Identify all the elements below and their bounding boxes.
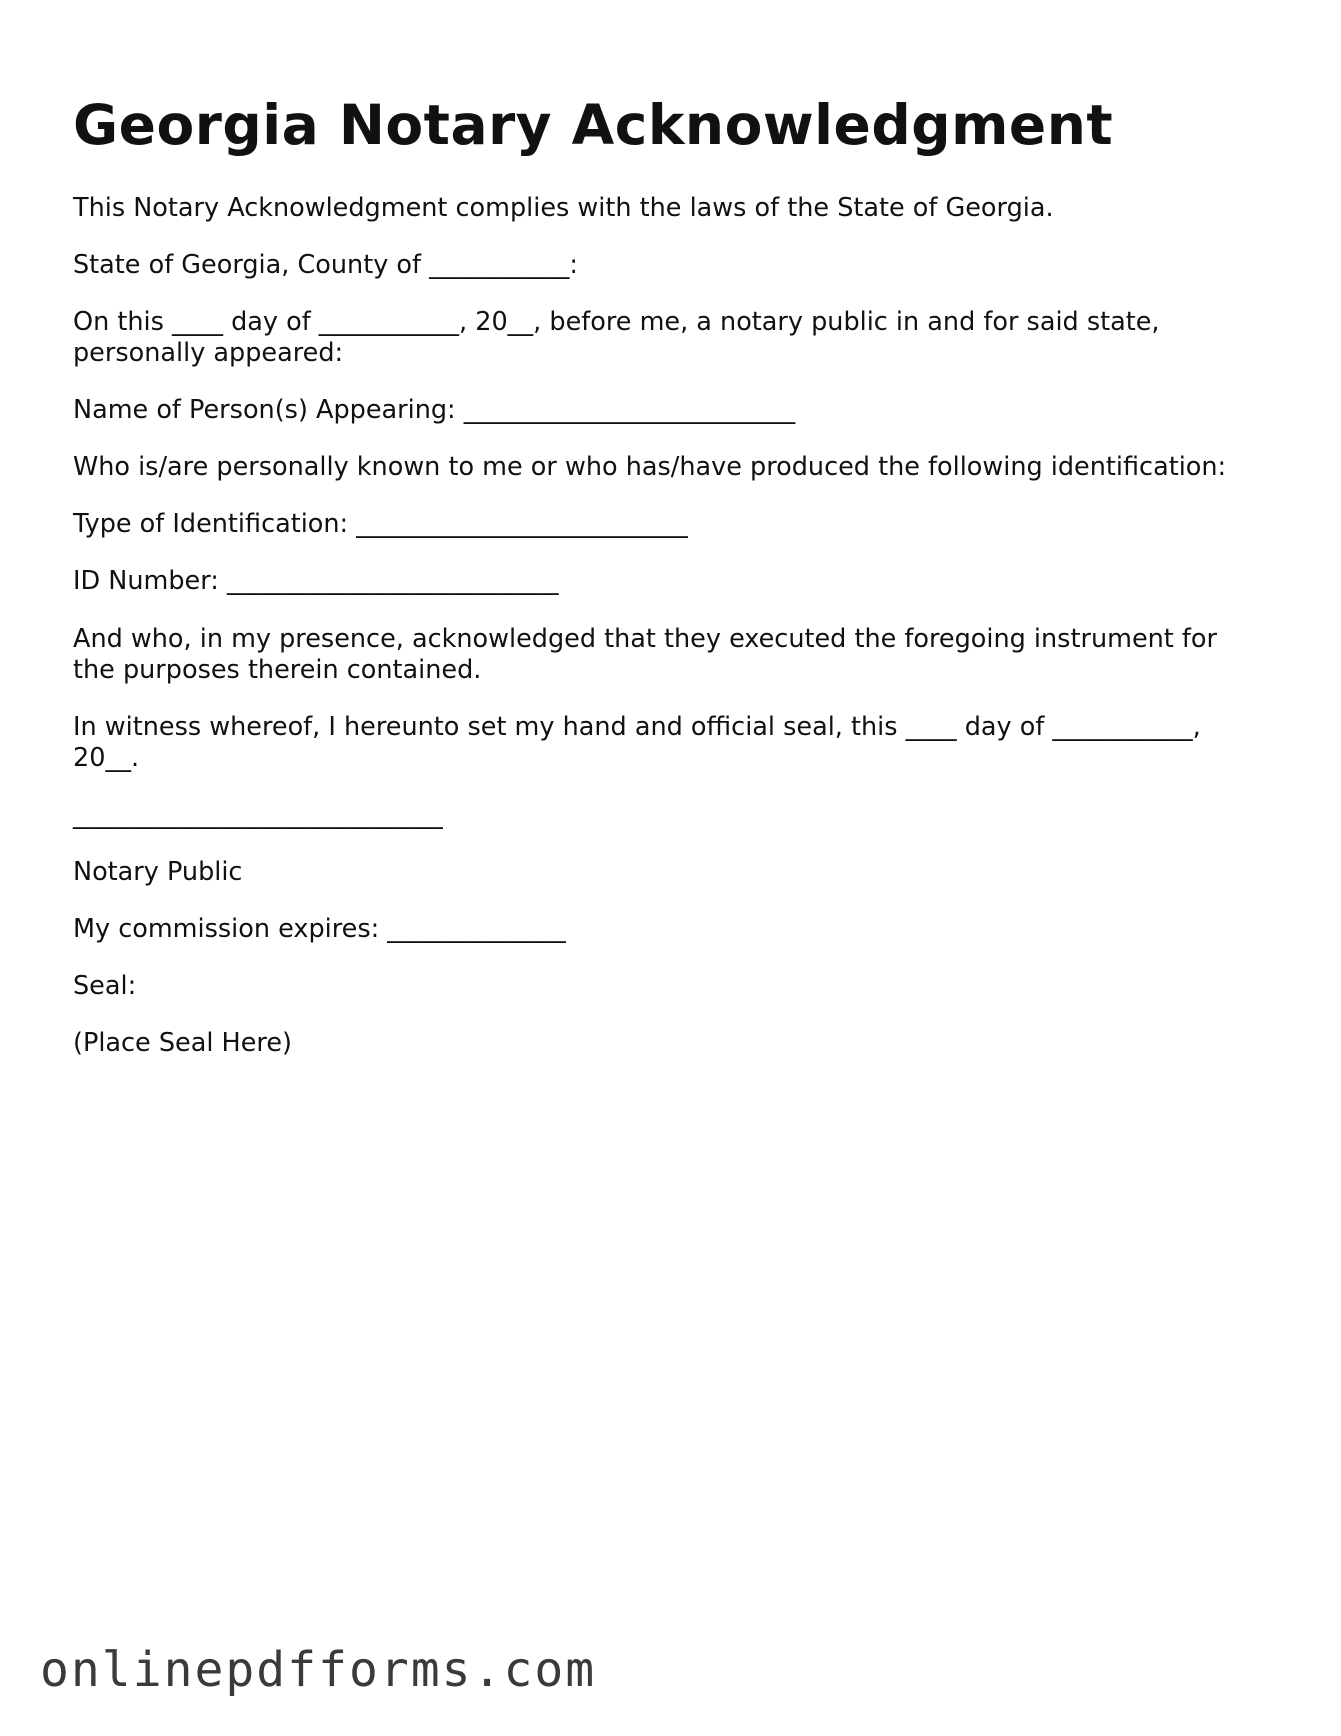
witness-line-1: In witness whereof, I hereunto set my hand and official seal, this ____ day of ___________, xyxy=(73,712,1201,742)
witness-line-2: 20__. xyxy=(73,743,140,773)
acknowledgment-line-2: the purposes therein contained. xyxy=(73,655,482,685)
identification-type-field: Type of Identification: __________________________ xyxy=(73,509,688,539)
document-title: Georgia Notary Acknowledgment xyxy=(73,93,1114,157)
compliance-statement: This Notary Acknowledgment complies with the laws of the State of Georgia. xyxy=(73,193,1054,223)
appearance-line-2: personally appeared: xyxy=(73,338,344,368)
seal-placeholder: (Place Seal Here) xyxy=(73,1028,292,1058)
identification-intro: Who is/are personally known to me or who has/have produced the following identification: xyxy=(73,452,1227,482)
site-watermark: onlinepdfforms.com xyxy=(40,1642,597,1698)
name-of-persons-field: Name of Person(s) Appearing: __________________________ xyxy=(73,395,796,425)
signature-line: _____________________________ xyxy=(73,800,443,830)
acknowledgment-line-1: And who, in my presence, acknowledged that they executed the foregoing instrument for xyxy=(73,624,1217,654)
id-number-field: ID Number: __________________________ xyxy=(73,566,559,596)
seal-label: Seal: xyxy=(73,971,137,1001)
signer-title: Notary Public xyxy=(73,857,243,887)
venue-line: State of Georgia, County of ___________: xyxy=(73,250,578,280)
appearance-line-1: On this ____ day of ___________, 20__, before me, a notary public in and for said state, xyxy=(73,307,1160,337)
commission-expiry-field: My commission expires: ______________ xyxy=(73,914,566,944)
